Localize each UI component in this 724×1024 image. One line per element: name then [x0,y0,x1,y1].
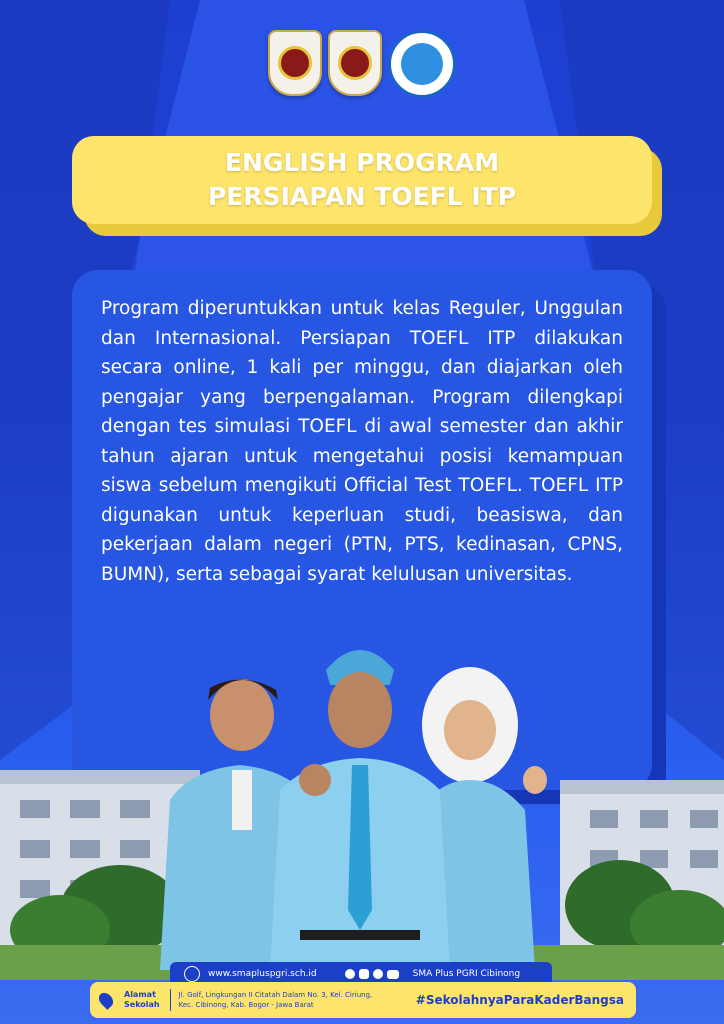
logo-row [0,30,724,98]
title-banner [72,136,652,224]
address-text [179,990,373,1010]
youtube-icon [387,970,399,979]
program-description: Program diperuntukkan untuk kelas Reguler, Unggulan dan Internasional. Persiapan TOEFL ITP dilakukan secara online, 1 kali per minggu, dan diajarkan oleh pengajar yang berpengalaman. Program dilengkapi dengan tes simulasi TOEFL di awal semester dan akhir tahun ajaran untuk mengetahui posisi kemampuan siswa sebelum mengikuti Official Test TOEFL. TOEFL ITP digunakan untuk keperluan studi, beasiswa, dan pekerjaan dalam negeri (PTN, PTS, kedinasan, CPNS, BUMN), serta sebagai syarat kelulusan universitas. [101,298,623,585]
student-center [270,650,450,970]
address-line-1: Jl. Golf, Lingkungan II Citatah Dalam No. 3, Kel. Ciriung, [178,991,373,999]
globe-icon [184,966,200,982]
address-label-line-1: Alamat [124,990,156,999]
tiktok-icon [373,969,383,979]
divider [170,989,171,1011]
social-account-name: SMA Plus PGRI Cibinong [412,969,521,979]
school-crest-left-icon [268,30,322,96]
instagram-icon [359,969,369,979]
school-crest-right-icon [328,30,382,96]
title-line-1: ENGLISH PROGRAM [224,148,500,177]
students-illustration [140,630,580,970]
address-label-line-2: Sekolah [124,1000,160,1009]
footer-address-bar [90,982,636,1018]
facebook-icon [345,969,355,979]
website-link[interactable]: www.smapluspgri.sch.id [208,969,317,979]
departemen-bahasa-logo-icon [388,30,456,98]
title-line-2: PERSIAPAN TOEFL ITP [207,182,517,211]
address-label [124,990,160,1010]
address-line-2: Kec. Cibinong, Kab. Bogor - Jawa Barat [178,1001,314,1009]
hashtag: #SekolahnyaParaKaderBangsa [415,993,624,1007]
location-pin-icon [96,990,116,1010]
